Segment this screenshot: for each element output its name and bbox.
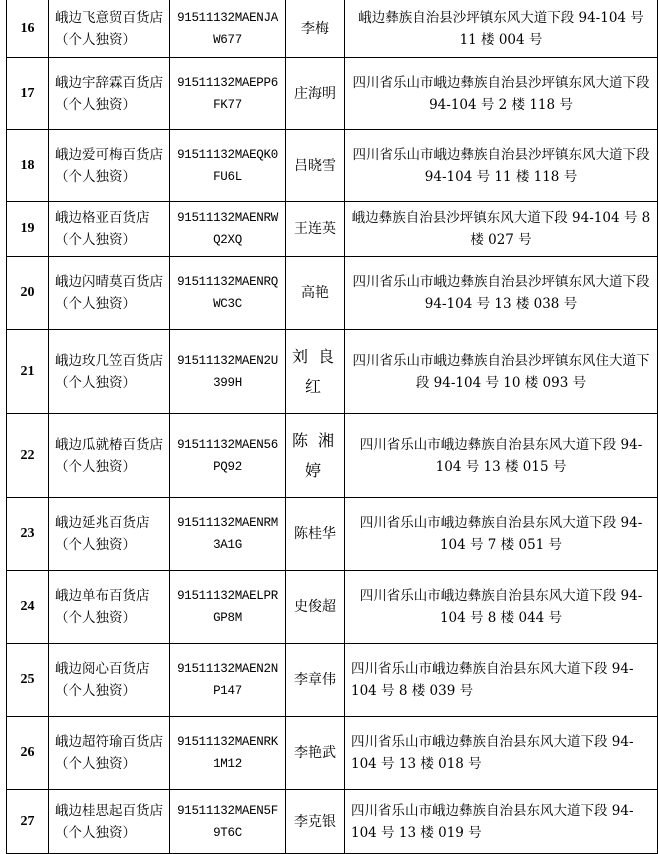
company-name: 峨边飞意贸百货店（个人独资） bbox=[49, 0, 170, 58]
table-row bbox=[7, 571, 658, 644]
table-row bbox=[7, 414, 658, 498]
address: 四川省乐山市峨边彝族自治县沙坪镇东风住大道下段 94-104 号 10 楼 093 号 bbox=[345, 330, 658, 414]
credit-code: 91511132MAENRK1M12 bbox=[170, 717, 286, 790]
enterprise-table bbox=[6, 0, 658, 854]
credit-code: 91511132MAEQK0FU6L bbox=[170, 130, 286, 202]
legal-person: 刘良红 bbox=[286, 330, 345, 414]
address: 四川省乐山市峨边彝族自治县东风大道下段 94-104 号 13 楼 018 号 bbox=[345, 717, 658, 790]
company-name: 峨边格亚百货店（个人独资） bbox=[49, 202, 170, 257]
row-number: 21 bbox=[7, 330, 49, 414]
table-row bbox=[7, 0, 658, 58]
row-number: 19 bbox=[7, 202, 49, 257]
company-name: 峨边桂思起百货店（个人独资） bbox=[49, 790, 170, 854]
credit-code: 91511132MAENRM3A1G bbox=[170, 498, 286, 571]
legal-person: 陈湘婷 bbox=[286, 414, 345, 498]
company-name: 峨边瓜就椿百货店（个人独资） bbox=[49, 414, 170, 498]
company-name: 峨边爱可梅百货店（个人独资） bbox=[49, 130, 170, 202]
table-row bbox=[7, 58, 658, 130]
credit-code: 91511132MAENJAW677 bbox=[170, 0, 286, 58]
company-name: 峨边延兆百货店（个人独资） bbox=[49, 498, 170, 571]
row-number: 26 bbox=[7, 717, 49, 790]
table-row bbox=[7, 257, 658, 330]
row-number: 20 bbox=[7, 257, 49, 330]
legal-person: 陈桂华 bbox=[286, 498, 345, 571]
address: 峨边彝族自治县沙坪镇东风大道下段 94-104 号 11 楼 004 号 bbox=[345, 0, 658, 58]
legal-person: 李艳武 bbox=[286, 717, 345, 790]
table-row bbox=[7, 330, 658, 414]
row-number: 25 bbox=[7, 644, 49, 717]
company-name: 峨边阅心百货店（个人独资） bbox=[49, 644, 170, 717]
credit-code: 91511132MAEPP6FK77 bbox=[170, 58, 286, 130]
row-number: 23 bbox=[7, 498, 49, 571]
address: 四川省乐山市峨边彝族自治县东风大道下段 94-104 号 8 楼 039 号 bbox=[345, 644, 658, 717]
address: 四川省乐山市峨边彝族自治县沙坪镇东风大道下段 94-104 号 13 楼 038 号 bbox=[345, 257, 658, 330]
row-number: 17 bbox=[7, 58, 49, 130]
credit-code: 91511132MAEN2NP147 bbox=[170, 644, 286, 717]
credit-code: 91511132MAENRWQ2XQ bbox=[170, 202, 286, 257]
table-row bbox=[7, 717, 658, 790]
legal-person: 吕晓雪 bbox=[286, 130, 345, 202]
address: 峨边彝族自治县沙坪镇东风大道下段 94-104 号 8 楼 027 号 bbox=[345, 202, 658, 257]
table-row bbox=[7, 202, 658, 257]
company-name: 峨边玫几笠百货店（个人独资） bbox=[49, 330, 170, 414]
address: 四川省乐山市峨边彝族自治县沙坪镇东风大道下段 94-104 号 11 楼 118 号 bbox=[345, 130, 658, 202]
credit-code: 91511132MAELPRGP8M bbox=[170, 571, 286, 644]
row-number: 16 bbox=[7, 0, 49, 58]
credit-code: 91511132MAEN2U399H bbox=[170, 330, 286, 414]
legal-person: 李梅 bbox=[286, 0, 345, 58]
address: 四川省乐山市峨边彝族自治县东风大道下段 94-104 号 8 楼 044 号 bbox=[345, 571, 658, 644]
company-name: 峨边单布百货店（个人独资） bbox=[49, 571, 170, 644]
legal-person: 高艳 bbox=[286, 257, 345, 330]
table-row bbox=[7, 790, 658, 854]
legal-person: 史俊超 bbox=[286, 571, 345, 644]
table-row bbox=[7, 130, 658, 202]
credit-code: 91511132MAENRQWC3C bbox=[170, 257, 286, 330]
address: 四川省乐山市峨边彝族自治县东风大道下段 94-104 号 13 楼 015 号 bbox=[345, 414, 658, 498]
legal-person: 王连英 bbox=[286, 202, 345, 257]
company-name: 峨边超符瑜百货店（个人独资） bbox=[49, 717, 170, 790]
table-row bbox=[7, 498, 658, 571]
legal-person: 庄海明 bbox=[286, 58, 345, 130]
row-number: 27 bbox=[7, 790, 49, 854]
credit-code: 91511132MAEN56PQ92 bbox=[170, 414, 286, 498]
row-number: 18 bbox=[7, 130, 49, 202]
legal-person: 李克银 bbox=[286, 790, 345, 854]
address: 四川省乐山市峨边彝族自治县沙坪镇东风大道下段 94-104 号 2 楼 118 号 bbox=[345, 58, 658, 130]
table-row bbox=[7, 644, 658, 717]
address: 四川省乐山市峨边彝族自治县东风大道下段 94-104 号 7 楼 051 号 bbox=[345, 498, 658, 571]
row-number: 24 bbox=[7, 571, 49, 644]
address: 四川省乐山市峨边彝族自治县东风大道下段 94-104 号 13 楼 019 号 bbox=[345, 790, 658, 854]
credit-code: 91511132MAEN5F9T6C bbox=[170, 790, 286, 854]
company-name: 峨边闪晴莫百货店（个人独资） bbox=[49, 257, 170, 330]
company-name: 峨边宇辞霖百货店（个人独资） bbox=[49, 58, 170, 130]
legal-person: 李章伟 bbox=[286, 644, 345, 717]
row-number: 22 bbox=[7, 414, 49, 498]
